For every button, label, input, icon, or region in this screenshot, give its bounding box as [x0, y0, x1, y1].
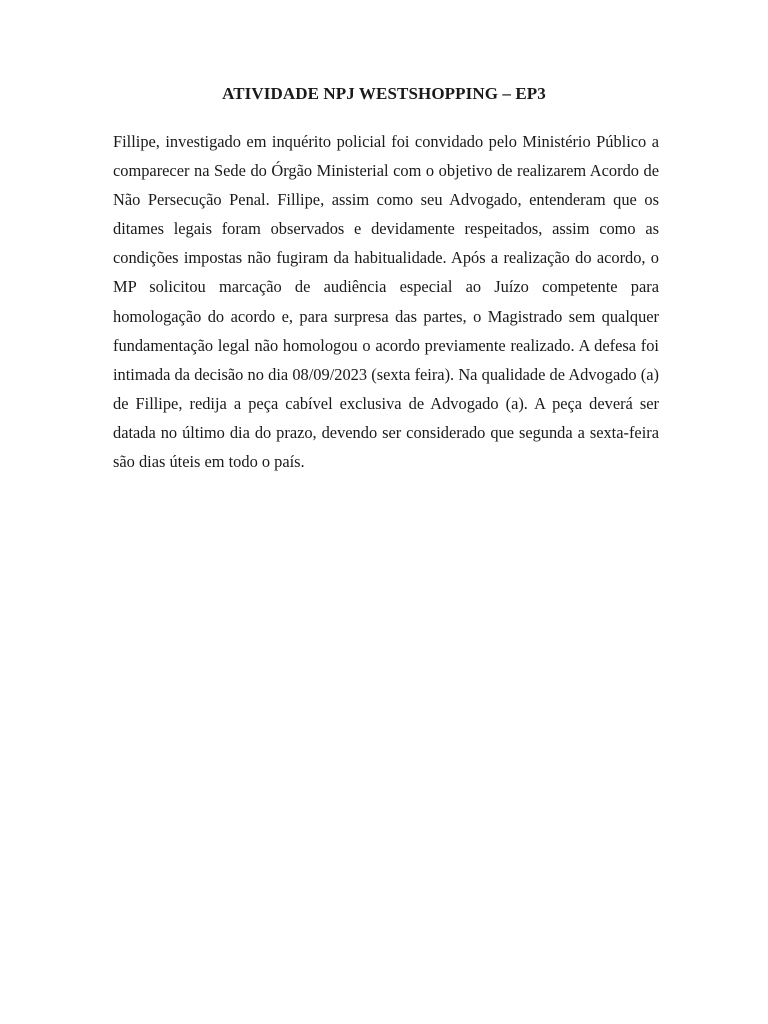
- document-title: ATIVIDADE NPJ WESTSHOPPING – EP3: [222, 84, 546, 103]
- document-body-paragraph: Fillipe, investigado em inquérito policial foi convidado pelo Ministério Público a comparecer na Sede do Órgão Ministerial com o objetivo de realizarem Acordo de Não Persecução Penal. Fillipe, assim como seu Advogado, entenderam que os ditames legais foram observados e devidamente respeitados, assim como as condições impostas não fugiram da habitualidade. Após a realização do acordo, o MP solicitou marcação de audiência especial ao Juízo competente para homologação do acordo e, para surpresa das partes, o Magistrado sem qualquer fundamentação legal não homologou o acordo previamente realizado. A defesa foi intimada da decisão no dia 08/09/2023 (sexta feira). Na qualidade de Advogado (a) de Fillipe, redija a peça cabível exclusiva de Advogado (a). A peça deverá ser datada no último dia do prazo, devendo ser considerado que segunda a sexta-feira são dias úteis em todo o país.: [113, 132, 659, 472]
